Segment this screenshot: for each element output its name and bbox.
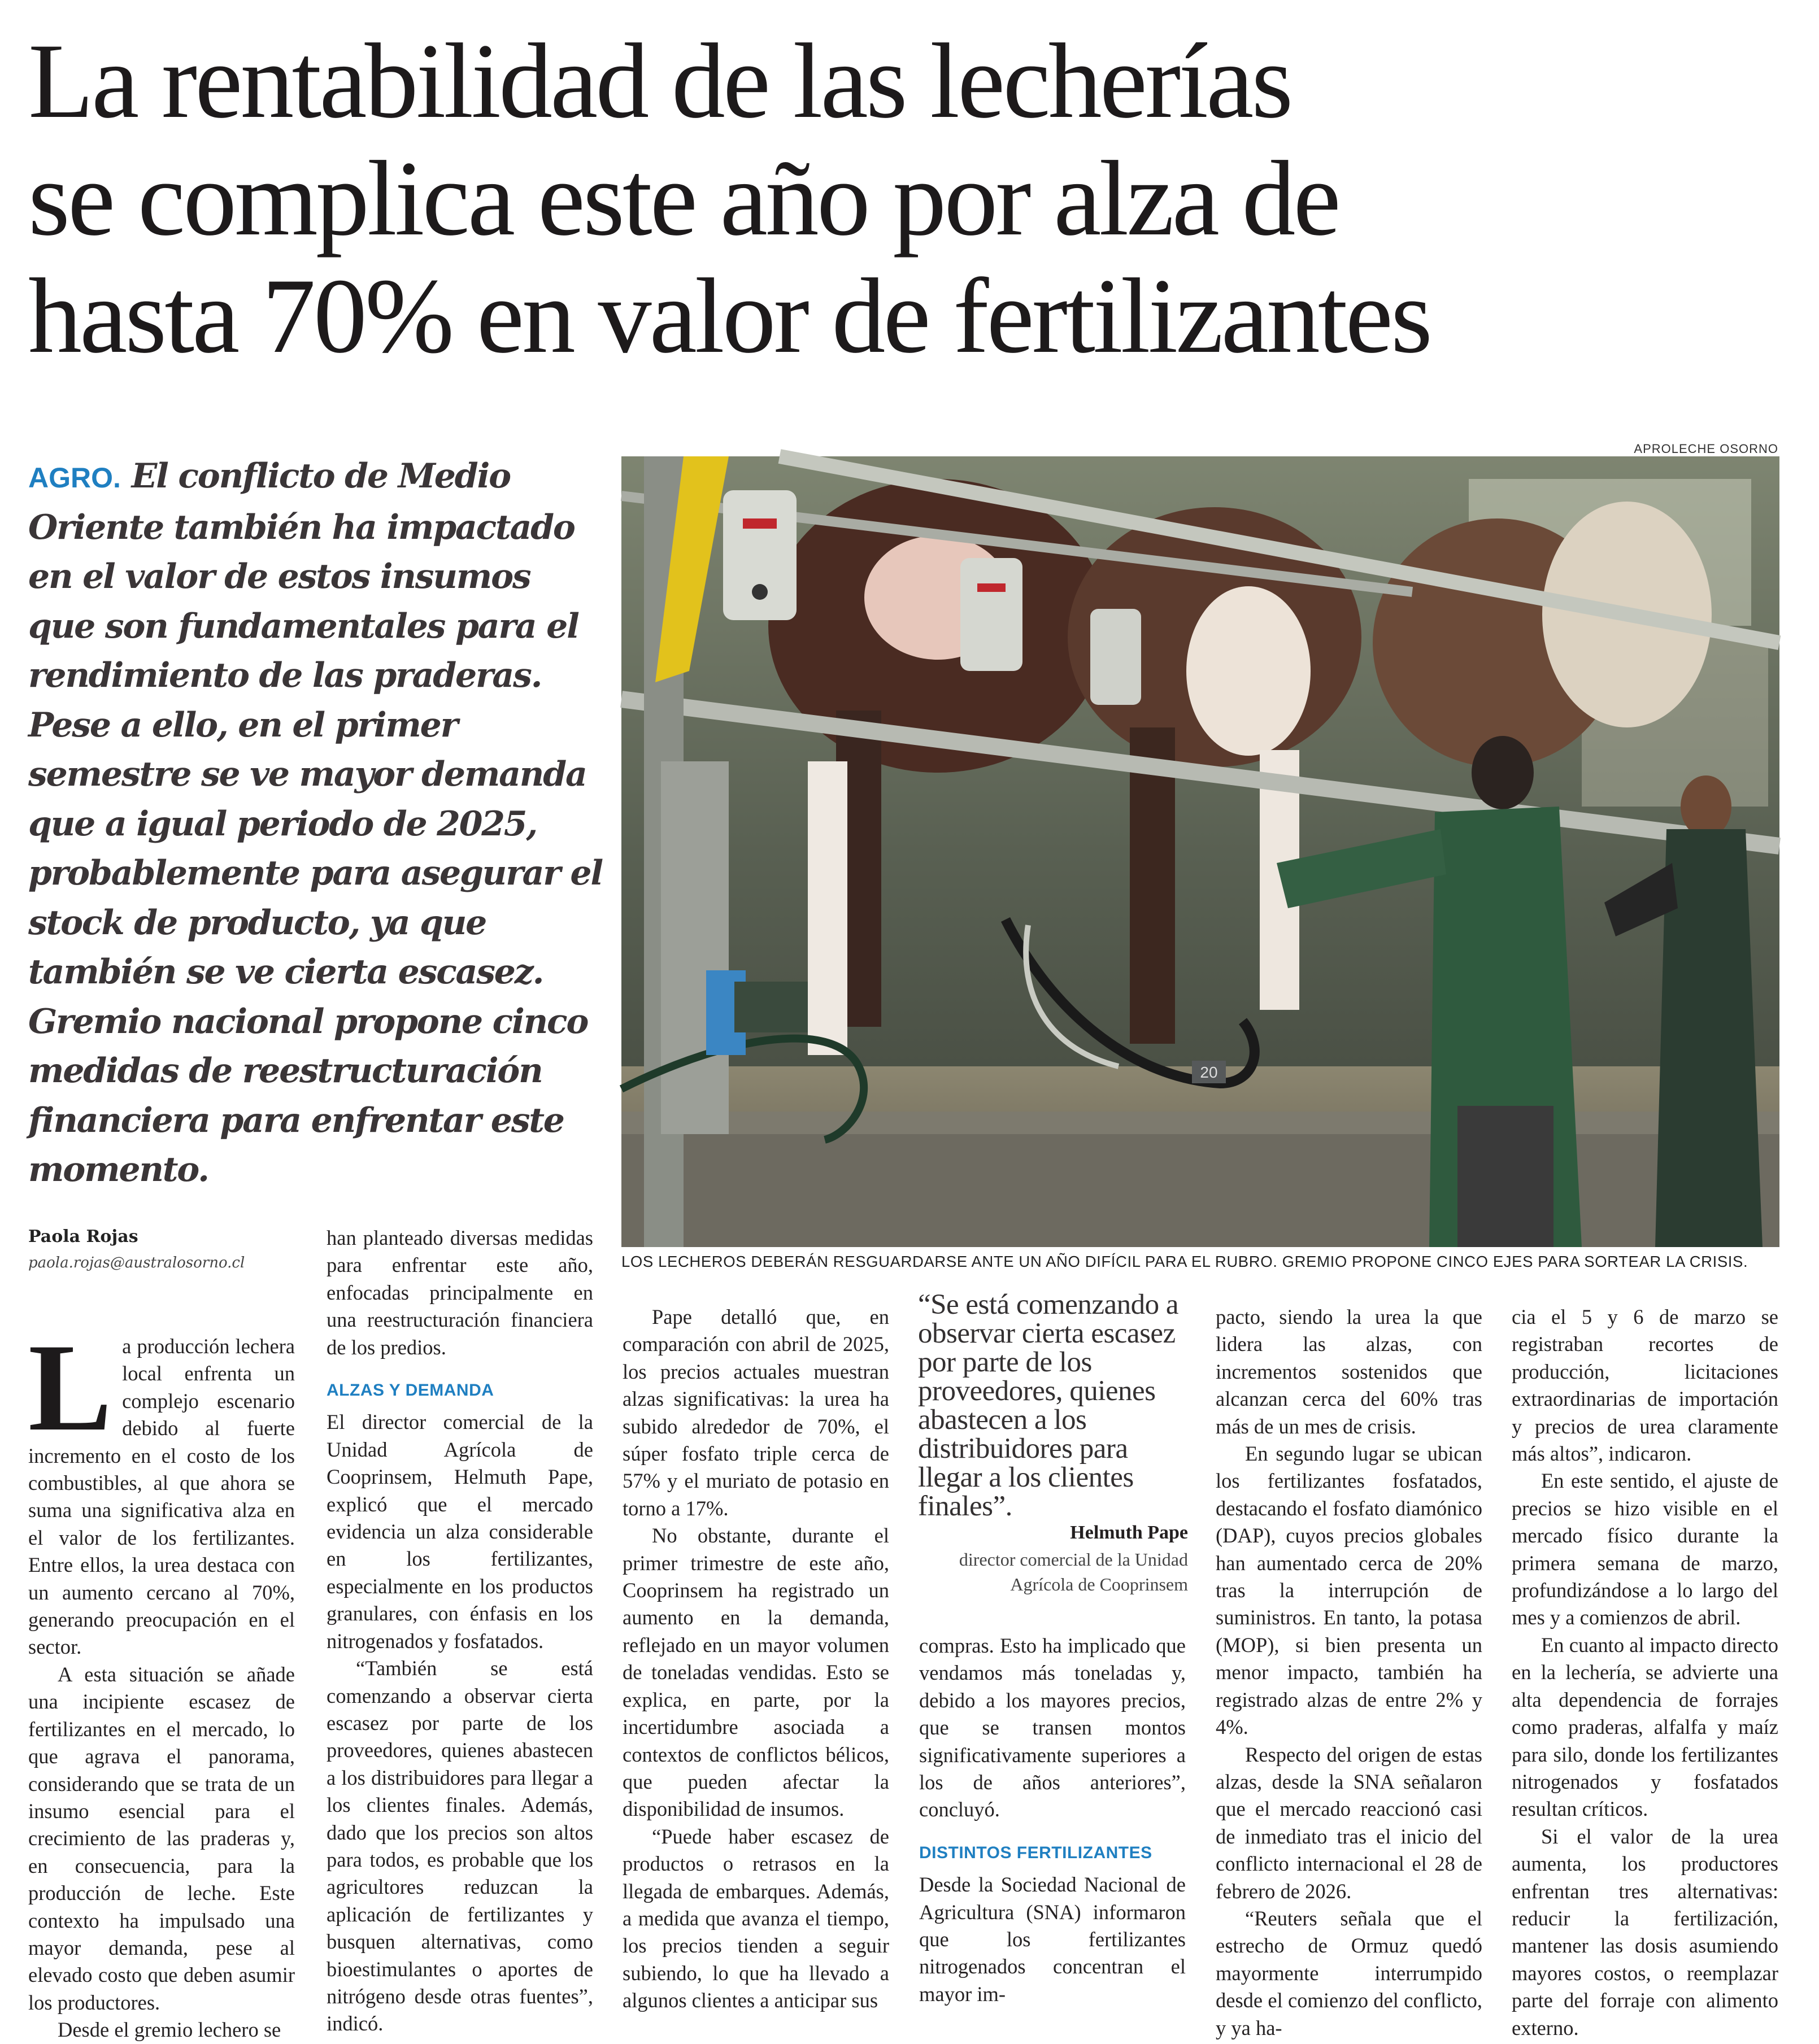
- pull-quote-attribution: [918, 1522, 1188, 1597]
- paragraph: Respecto del origen de estas alzas, desde la SNA señalaron que el mercado reaccionó casi de inmediato tras el inicio del conflicto internacional el 28 de febrero de 2026.: [1216, 1742, 1482, 1903]
- headline-line-2: se complica este año por alza de: [28, 140, 1339, 258]
- paragraph: “Puede haber escasez de productos o retrasos en la llegada de embarques. Además, a medida que avanza el tiempo, los precios tienden a seguir subiendo, lo que ha llevado a algunos clientes a anticipar sus: [623, 1824, 889, 2012]
- paragraph: Desde la Sociedad Nacional de Agricultura (SNA) informaron que los fertilizantes nitrogenados concentran el mayor im-: [919, 1873, 1186, 2006]
- subheading-alzas: ALZAS Y DEMANDA: [327, 1381, 494, 1400]
- author-email: paola.rojas@australosorno.cl: [28, 1254, 245, 1271]
- stall-number: 20: [1200, 1064, 1218, 1081]
- photo-caption: LOS LECHEROS DEBERÁN RESGUARDARSE ANTE UN AÑO DIFÍCIL PARA EL RUBRO. GREMIO PROPONE CINCO EJES PARA SORTEAR LA CRISIS.: [621, 1253, 1748, 1270]
- lede: [28, 452, 604, 1195]
- paragraph: El director comercial de la Unidad Agrícola de Cooprinsem, Helmuth Pape, explicó que el mercado evidencia un alza considerable en los fertilizantes, especialmente en los productos granulares, con énfasis en los nitrogenados y fosfatados.: [327, 1410, 593, 1653]
- drop-cap: L: [28, 1318, 112, 1457]
- column-3: [623, 1304, 889, 2015]
- section-tag: AGRO.: [28, 462, 121, 494]
- lede-text: El conflicto de Medio Oriente también ha impactado en el valor de estos insumos que son fundamentales para el rendimiento de las praderas. Pese a ello, en el primer semestre se ve mayor demanda que a igual periodo de 2025, probablemente para asegurar el stock de producto, ya que también se ve cierta escasez. Gremio nacional propone cinco medidas de reestructuración financiera para enfrentar este momento.: [28, 456, 602, 1189]
- paragraph: compras. Esto ha implicado que vendamos más toneladas y, debido a los mayores precios, que se transen montos significativamente superiores a los de años anteriores”, concluyó.: [919, 1634, 1186, 1821]
- headline: [28, 23, 1796, 375]
- paragraph: Desde el gremio lechero se: [58, 2018, 281, 2042]
- paragraph: En segundo lugar se ubican los fertilizantes fosfatados, destacando el fosfato diamónico (DAP), cuyos precios globales han aumentado cerca de 20% tras la interrupción de suministros. En tanto, la potasa (MOP), si bien presenta un menor impacto, también ha registrado alzas de entre 2% y 4%.: [1216, 1442, 1482, 1739]
- column-5: [1216, 1304, 1482, 2042]
- photo-credit: APROLECHE OSORNO: [1634, 442, 1778, 456]
- paragraph: Pape detalló que, en comparación con abril de 2025, los precios actuales muestran alzas significativas: la urea ha subido alrededor de 70%, el súper fosfato triple cerca de 57% y el muriato de potasio en torno a 17%.: [623, 1305, 889, 1520]
- pull-quote: “Se está comenzando a observar cierta escasez por parte de los proveedores, quienes abastecen a los distribuidores para llegar a los clientes finales”.: [918, 1289, 1179, 1522]
- paragraph: pacto, siendo la urea la que lidera las alzas, con incrementos sostenidos que alcanzan cerca del 60% tras más de un mes de crisis.: [1216, 1305, 1482, 1438]
- paragraph: “También se está comenzando a observar cierta escasez por parte de los proveedores, quienes abastecen a los distribuidores para llegar a los clientes finales. Además, dado que los precios son altos para todos, es probable que los agricultores reduzcan la aplicación de fertilizantes y busquen alternativas, como bioestimulantes o aportes de nitrógeno desde otras fuentes”, indicó.: [327, 1657, 593, 2036]
- headline-line-3: hasta 70% en valor de fertilizantes: [28, 257, 1430, 376]
- paragraph: Si el valor de la urea aumenta, los productores enfrentan tres alternativas: reducir la fertilización, mantener las dosis asumiendo mayores costos, o reemplazar parte del forraje con alimento externo.: [1512, 1824, 1778, 2039]
- column-4: [919, 1632, 1186, 2008]
- paragraph: En este sentido, el ajuste de precios se hizo visible en el mercado físico durante la primera semana de marzo, profundizándose a lo largo del mes y a comienzos de abril.: [1512, 1469, 1778, 1629]
- quote-author-role: director comercial de la Unidad Agrícola de Cooprinsem: [959, 1549, 1188, 1594]
- paragraph: “Reuters señala que el estrecho de Ormuz quedó mayormente interrumpido desde el comienzo del conflicto, y ya ha-: [1216, 1906, 1482, 2039]
- paragraph: cia el 5 y 6 de marzo se registraban recortes de producción, licitaciones extraordinarias de importación y precios de urea claramente más altos”, indicaron.: [1512, 1305, 1778, 1466]
- article-photo: [621, 456, 1779, 1247]
- headline-line-1: La rentabilidad de las lecherías: [28, 22, 1291, 141]
- column-6: [1512, 1304, 1778, 2042]
- milking-parlor-illustration: [621, 456, 1779, 1247]
- paragraph: a producción lechera local enfrenta un complejo escenario debido al fuerte incremento en el costo de los combustibles, al que ahora se suma una significativa alza en el valor de los fertilizantes. Entre ellos, la urea destaca con un aumento cercano al 70%, generando preocupación en el sector.: [28, 1335, 295, 1659]
- paragraph: No obstante, durante el primer trimestre de este año, Cooprinsem ha registrado un aumento en la demanda, reflejado en un mayor volumen de toneladas vendidas. Esto se explica, en parte, por la incertidumbre asociada a contextos de conflictos bélicos, que pueden afectar la disponibilidad de insumos.: [623, 1524, 889, 1821]
- byline: [28, 1227, 311, 1271]
- paragraph: A esta situación se añade una incipiente escasez de fertilizantes en el mercado, lo que agrava el panorama, considerando que se trata de un insumo esencial para el crecimiento de las praderas y, en consecuencia, para la producción de leche. Este contexto ha impulsado una mayor demanda, pese al elevado costo que deben asumir los productores.: [28, 1662, 295, 2014]
- paragraph: En cuanto al impacto directo en la lechería, se advierte una alta dependencia de forrajes como praderas, alfalfa y maíz para silo, donde los fertilizantes nitrogenados y fosfatados resultan críticos.: [1512, 1633, 1778, 1821]
- subheading-fertilizantes: DISTINTOS FERTILIZANTES: [919, 1843, 1152, 1862]
- author-name: Paola Rojas: [28, 1227, 138, 1247]
- column-2: [327, 1224, 593, 2038]
- column-1: [28, 1318, 295, 2044]
- quote-author-name: Helmuth Pape: [1070, 1522, 1188, 1543]
- paragraph: han planteado diversas medidas para enfrentar este año, enfocadas principalmente en una reestructuración financiera de los predios.: [327, 1226, 593, 1359]
